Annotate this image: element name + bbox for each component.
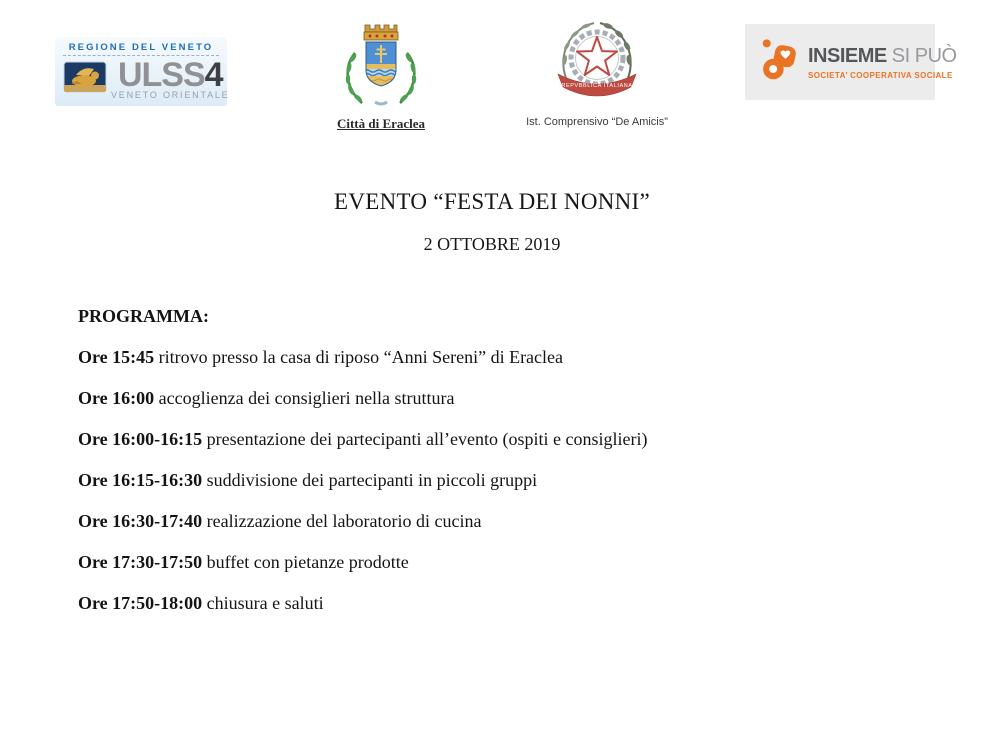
insieme-si-puo-logomark-icon (761, 36, 799, 89)
program-item-time: Ore 16:00 (78, 388, 155, 408)
program-item-text: ritrovo presso la casa di riposo “Anni Sereni” di Eraclea (154, 347, 564, 367)
program-item-text: presentazione dei partecipanti all’evento (ospiti e consiglieri) (202, 429, 648, 449)
ulss-subtitle: VENETO ORIENTALE (111, 90, 230, 100)
eraclea-coat-of-arms-icon (331, 16, 431, 113)
program-item-text: chiusura e saluti (202, 593, 324, 613)
program-item (78, 460, 944, 501)
republic-ribbon-text: REPVBBLICA ITALIANA (561, 83, 633, 89)
eraclea-logo (328, 16, 434, 132)
program-heading: PROGRAMMA: (78, 306, 209, 326)
program-item-time: Ore 16:15-16:30 (78, 470, 203, 490)
program-item-text: accoglienza dei consiglieri nella struttura (154, 388, 455, 408)
program-item-time: Ore 16:00-16:15 (78, 429, 203, 449)
insieme-word-light: SI PUÒ (886, 44, 957, 67)
ulss-wordmark (117, 56, 223, 94)
istituto-caption: Ist. Comprensivo “De Amicis” (526, 116, 668, 128)
ulss-logo-row (61, 56, 230, 102)
ulss4-logo (55, 37, 230, 106)
program-item (78, 583, 944, 624)
program-item-text: buffet con pietanze prodotte (202, 552, 409, 572)
event-date: 2 OTTOBRE 2019 (423, 234, 561, 254)
ulss-number: 4 (204, 56, 223, 94)
program-item-text: suddivisione dei partecipanti in piccoli gruppi (202, 470, 538, 490)
italian-republic-emblem-icon (552, 12, 642, 112)
program-item-time: Ore 17:50-18:00 (78, 593, 203, 613)
program-item (78, 337, 944, 378)
insieme-wordmark (808, 45, 957, 69)
page-title: EVENTO “FESTA DEI NONNI” (333, 189, 651, 214)
venetian-lion-crest-icon (63, 61, 107, 102)
regione-veneto-label: REGIONE DEL VENETO (68, 42, 214, 53)
eraclea-caption: Città di Eraclea (336, 116, 426, 131)
program-item (78, 378, 944, 419)
program-item-text: realizzazione del laboratorio di cucina (202, 511, 482, 531)
program-item-time: Ore 17:30-17:50 (78, 552, 203, 572)
program-section (78, 296, 944, 624)
ulss-word: ULSS (117, 56, 205, 94)
istituto-logo (517, 12, 677, 128)
program-item (78, 542, 944, 583)
program-item (78, 419, 944, 460)
insieme-text-block (808, 45, 957, 80)
ulss-name-block (111, 56, 230, 100)
program-item-time: Ore 15:45 (78, 347, 155, 367)
program-item (78, 501, 944, 542)
insieme-subtitle: SOCIETA’ COOPERATIVA SOCIALE (808, 70, 953, 80)
insieme-word-bold: INSIEME (808, 44, 887, 67)
insieme-si-puo-logo (745, 24, 957, 100)
program-item-time: Ore 16:30-17:40 (78, 511, 203, 531)
